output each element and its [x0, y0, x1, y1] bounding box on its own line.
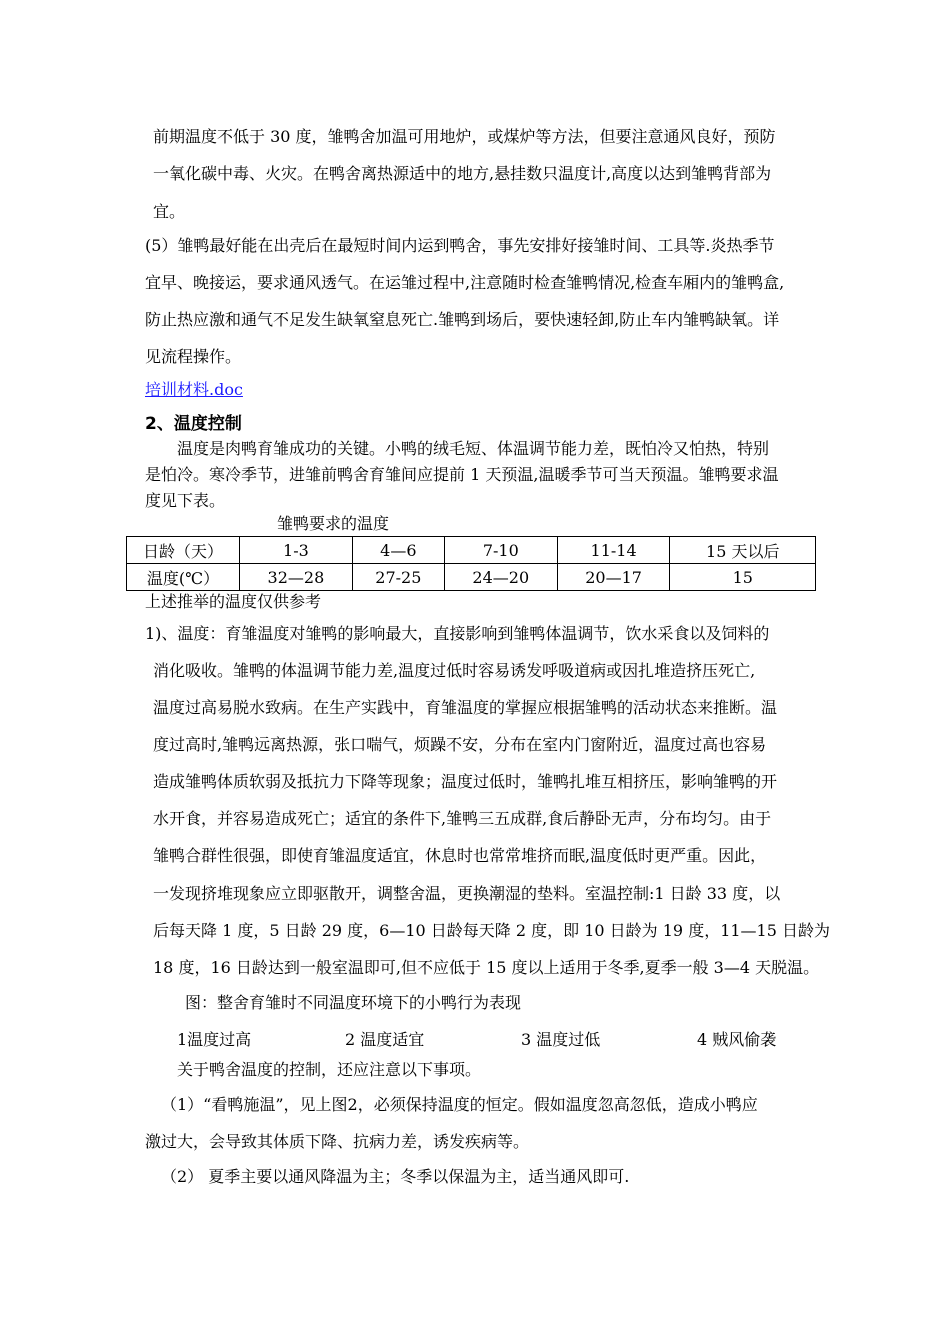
paragraph-1-line: 温度过高易脱水致病。在生产实践中，育雏温度的掌握应根据雏鸭的活动状态来推断。温	[153, 698, 778, 717]
table-cell: 15	[670, 564, 816, 591]
table-cell: 11-14	[557, 537, 670, 564]
paragraph-1-line: 1)、温度：育雏温度对雏鸭的影响最大，直接影响到雏鸭体温调节，饮水采食以及饲料的	[145, 624, 770, 643]
paragraph-1-line: 水开食，并容易造成死亡；适宜的条件下,雏鸭三五成群,食后静卧无声，分布均匀。由于	[153, 809, 772, 828]
table-cell: 20—17	[557, 564, 670, 591]
intro-line: 是怕冷。寒冷季节，进雏前鸭舍育雏间应提前 1 天预温,温暖季节可当天预温。雏鸭要求温	[145, 465, 779, 484]
paragraph-1-line: 消化吸收。雏鸭的体温调节能力差,温度过低时容易诱发呼吸道病或因扎堆造挤压死亡,	[153, 661, 756, 680]
table-cell: 32—28	[240, 564, 353, 591]
paragraph-1-line: 18 度，16 日龄达到一般室温即可,但不应低于 15 度以上适用于冬季,夏季一般 3—4 天脱温。	[153, 958, 820, 977]
note-2: （2） 夏季主要以通风降温为主；冬季以保温为主，适当通风即可.	[161, 1167, 630, 1186]
figure-label: 2 温度适宜	[345, 1030, 425, 1049]
paragraph-5-line: 防止热应激和通气不足发生缺氧窒息死亡.雏鸭到场后，要快速轻卸,防止车内雏鸭缺氧。详	[145, 310, 780, 329]
intro-line: 温度是肉鸭育雏成功的关键。小鸭的绒毛短、体温调节能力差，既怕冷又怕热，特别	[177, 439, 770, 458]
table-cell: 24—20	[444, 564, 557, 591]
paragraph-top-line: 宜。	[153, 202, 186, 221]
figure-label: 4 贼风偷袭	[697, 1030, 777, 1049]
figure-caption: 图：整舍育雏时不同温度环境下的小鸭行为表现	[185, 993, 522, 1012]
paragraph-1-line: 一发现挤堆现象应立即驱散开，调整舍温，更换潮湿的垫料。室温控制:1 日龄 33 度，以	[153, 884, 781, 903]
paragraph-5-line: 见流程操作。	[145, 347, 242, 366]
paragraph-top-line: 一氧化碳中毒、火灾。在鸭舍离热源适中的地方,悬挂数只温度计,高度以达到雏鸭背部为	[153, 164, 772, 183]
paragraph-1-line: 雏鸭合群性很强，即使育雏温度适宜，休息时也常常堆挤而眠,温度低时更严重。因此，	[153, 846, 767, 865]
note-1-line: （1）“看鸭施温”，见上图2，必须保持温度的恒定。假如温度忽高忽低，造成小鸭应	[161, 1095, 758, 1114]
paragraph-top-line: 前期温度不低于 30 度，雏鸭舍加温可用地炉，或煤炉等方法，但要注意通风良好，预防	[153, 127, 776, 146]
note-1-line: 激过大，会导致其体质下降、抗病力差，诱发疾病等。	[145, 1132, 530, 1151]
table-cell: 4—6	[352, 537, 444, 564]
section-title: 2、温度控制	[145, 414, 242, 434]
table-row	[127, 537, 816, 564]
figure-label: 3 温度过低	[521, 1030, 601, 1049]
paragraph-1-line: 后每天降 1 度，5 日龄 29 度，6—10 日龄每天降 2 度，即 10 日龄为 19 度，11—15 日龄为	[153, 921, 830, 940]
table-row	[127, 564, 816, 591]
table-header-cell: 日龄（天）	[127, 537, 240, 564]
table-cell: 1-3	[240, 537, 353, 564]
table-cell: 15 天以后	[670, 537, 816, 564]
paragraph-5-line: 宜早、晚接运，要求通风透气。在运雏过程中,注意随时检查雏鸭情况,检查车厢内的雏鸭盒,	[145, 273, 785, 292]
table-cell: 7-10	[444, 537, 557, 564]
paragraph-5-line: (5）雏鸭最好能在出壳后在最短时间内运到鸭舍，事先安排好接雏时间、工具等.炎热季节	[145, 236, 775, 255]
temperature-table	[126, 536, 816, 591]
table-cell: 27-25	[352, 564, 444, 591]
paragraph-1-line: 造成雏鸭体质软弱及抵抗力下降等现象；温度过低时，雏鸭扎堆互相挤压，影响雏鸭的开	[153, 772, 778, 791]
table-note: 上述推举的温度仅供参考	[145, 592, 322, 611]
notes-intro: 关于鸭舍温度的控制，还应注意以下事项。	[177, 1060, 482, 1079]
table-header-cell: 温度(℃）	[127, 564, 240, 591]
paragraph-1-line: 度过高时,雏鸭远离热源，张口喘气，烦躁不安，分布在室内门窗附近，温度过高也容易	[153, 735, 767, 754]
intro-line: 度见下表。	[145, 491, 226, 510]
figure-label: 1温度过高	[177, 1030, 252, 1049]
table-caption: 雏鸭要求的温度	[277, 514, 390, 533]
training-material-link[interactable]: 培训材料.doc	[145, 380, 243, 399]
